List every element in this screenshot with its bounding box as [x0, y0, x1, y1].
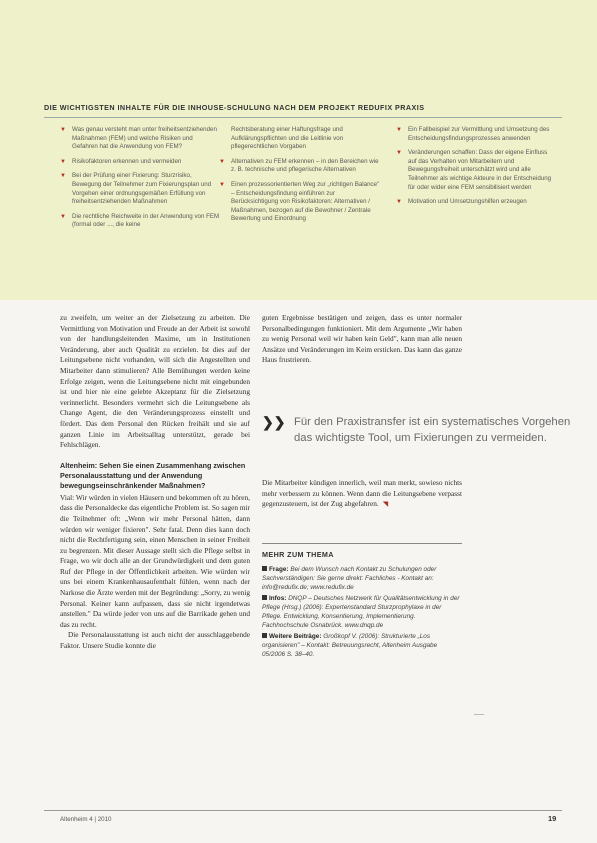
info-item: ▼ Motivation und Umsetzungshilfen erzeugen	[396, 198, 527, 206]
bullet-icon: ▼	[396, 150, 402, 157]
body-paragraph: Vial: Wir würden in vielen Häusern und bekommen oft zu hören, dass die Personaldecke das eigentliche Problem ist. So sagen mir die Teilnehmer oft: „Wenn wir mehr Personal hätten, dann würden wir weniger fixieren". Sehr fatal. Denn dies kann doch nicht die Rechtfertigung sein, einen Menschen in seiner Freiheit zu begrenzen. Mit dieser Aussage stellt sich die Pflege selbst in Frage, wo wir doch alle an der Grundwürdigkeit und dem guten Ruf der Pflege in der Öffentlichkeit arbeiten. Wie würden wir uns bei einem Krankenhausaufenthalt fühlen, wenn nach der Narkose die Ärzte werden mit der Begründung: „Sorry, zu wenig Personal. Keiner kann aufpassen, dass sie nicht irgendetwas anstellen." Da würde jeder von uns auf die Barrikade gehen und das zu recht.	[60, 492, 250, 629]
info-item: ▼ Was genau versteht man unter freiheitsentziehenden Maßnahmen (FEM) und welche Risiken und Gefahren hat die Anwendung von FEM?	[60, 126, 217, 151]
footer-publication: Altenheim 4 | 2010	[60, 816, 112, 823]
more-item: Weitere Beiträge: Großkopf V. (2006): Strukturierte „Los organisieren" – Kontakt: Betreuungsrecht, Altenheim Ausgabe 05/2006 S. 38–40.	[262, 633, 438, 658]
info-item: ▼ Die rechtliche Reichweite in der Anwendung von FEM (formal oder ..., die keine	[60, 212, 220, 229]
more-rule	[262, 543, 462, 544]
info-item: ▼ Risikofaktoren erkennen und vermeiden	[60, 157, 182, 165]
info-column-3	[396, 126, 556, 213]
bullet-icon: ▼	[60, 158, 66, 165]
square-bullet-icon	[262, 633, 267, 638]
end-mark-icon: ◥	[382, 500, 389, 509]
interview-question: Altenheim: Sehen Sie einen Zusammenhang zwischen Personalausstattung und der Anwendung bewegungseinschränkender Maßnahmen?	[60, 460, 246, 490]
pull-quote	[262, 414, 572, 447]
more-on-topic	[262, 543, 462, 661]
body-column-right-lower	[262, 478, 462, 510]
info-column-1	[60, 126, 220, 236]
info-item: ▼ Veränderungen schaffen: Dass der eigene Einfluss auf das Verhalten von Mitarbeitern und Bewegungsfreiheit unterschätzt wird und alle Teilnehmer als wichtige Akteure in der Entscheidung für oder wider eine FEM sensibilisiert werden	[396, 149, 552, 191]
bullet-icon: ▼	[396, 199, 402, 206]
more-title: MEHR ZUM THEMA	[262, 550, 334, 559]
info-item: ▼ Bei der Prüfung einer Fixierung: Sturzrisiko, Bewegung der Teilnehmer zum Fixierungsplan und Vorgehen einer ordnungsgemäßen Erfüllung von freiheitsentziehenden Maßnahmen	[60, 172, 212, 206]
info-item: ▼ Alternativen zu FEM erkennen – in den Bereichen wie z. B. technische und pflegerische Alternativen	[219, 157, 379, 174]
page-number: 19	[548, 814, 557, 823]
body-paragraph: guten Ergebnisse bestätigen und zeigen, dass es unter normaler Personalbedingungen funktioniert. Mit dem Argumente „Wir haben zu wenig Personal weil wir haben kein Geld", kann man alle neuen Ansätze und Veränderungen im Keim ersticken. Das kann das ganze Haus frustrieren.	[262, 313, 462, 365]
body-paragraph: zu zweifeln, um weiter an der Zielsetzung zu arbeiten. Die Vermittlung von Motivation und Freude an der Arbeit ist sowohl von der handlungsleitenden Maxime, um in Institutionen Veränderung, aber auch Qualität zu erzielen. Ist dies auf der Leitungsebene nicht vorhanden, will sich die Angestellten und Mitarbeiter dann stimulieren? Alle Bemühungen werden keine Erfolge zeigen, wenn die Leitungsebene nicht mit eingebunden ist und hier nie eine gelebte Akzeptanz für die Zielsetzung verinnerlicht. Besonders vermehrt sich die Leitungsebene als Change Agent, die den Veränderungsprozess einstellt und fördert. Das dem Personal den Rücken freihält und sie auf ganzen Linie im Arbeitsalltag unterstützt, gerade bei Fehlschlägen.	[60, 313, 250, 450]
body-paragraph: Die Personalausstattung ist auch nicht der ausschlaggebende Faktor. Unsere Studie konnte die	[60, 630, 250, 651]
footer-rule	[44, 810, 562, 811]
bullet-icon: ▼	[60, 127, 66, 133]
info-column-2	[219, 126, 383, 230]
body-column-left	[60, 313, 250, 652]
quote-arrow-icon: ❯❯	[262, 414, 286, 430]
body-paragraph: Die Mitarbeiter kündigen innerlich, weil man merkt, sowieso nichts mehr verbessern zu können. Wenn dann die Leitungsebene verpasst gegenzusteuern, ist der Zug abgefahren. ◥	[262, 478, 462, 509]
info-item: ▼ Ein Fallbeispiel zur Vermittlung und Umsetzung des Entscheidungsfindungsprozesses anwenden	[396, 126, 550, 142]
bullet-icon: ▼	[60, 213, 66, 220]
decorative-dash	[474, 714, 484, 715]
info-item: Rechtsberatung einer Haftungsfrage und Aufklärungspflichten und die Leitlinie von pflegerechtlichen Vorgaben	[231, 126, 344, 151]
more-item: Frage: Bei dem Wunsch nach Kontakt zu Schulungen oder Sachverständigen: Sie gerne direkt: Fachliches - Kontakt an: info@redufix.de; www.redufix.de	[262, 566, 437, 591]
info-item: ▼ Einen prozessorientierten Weg zur „richtigen Balance" – Entscheidungsfindung einführen zur Berücksichtigung von Risikofaktoren: Alternativen / Maßnahmen, bezogen auf die Bewohner / Zentrale Bewertung und Einordnung	[219, 180, 380, 223]
info-box-title: DIE WICHTIGSTEN INHALTE FÜR DIE INHOUSE-SCHULUNG NACH DEM PROJEKT REDUFIX PRAXIS	[44, 103, 425, 112]
bullet-icon: ▼	[219, 181, 225, 188]
bullet-icon: ▼	[396, 127, 402, 133]
info-box-rule	[44, 117, 562, 118]
bullet-icon: ▼	[60, 173, 66, 180]
pull-quote-text: Für den Praxistransfer ist ein systematisches Vorgehen das wichtigste Tool, um Fixierungen zu vermeiden.	[294, 416, 571, 445]
square-bullet-icon	[262, 595, 267, 600]
body-column-right	[262, 313, 462, 366]
square-bullet-icon	[262, 566, 267, 571]
bullet-icon: ▼	[219, 158, 225, 165]
more-item: Infos: DNQP – Deutsches Netzwerk für Qualitätsentwicklung in der Pflege (Hrsg.) (2006): Expertenstandard Sturzprophylaxe in der Pflege. Entwicklung, Konsentierung, Implementierung. Fachhochschule Osnabrück. www.dnqp.de	[262, 595, 460, 629]
